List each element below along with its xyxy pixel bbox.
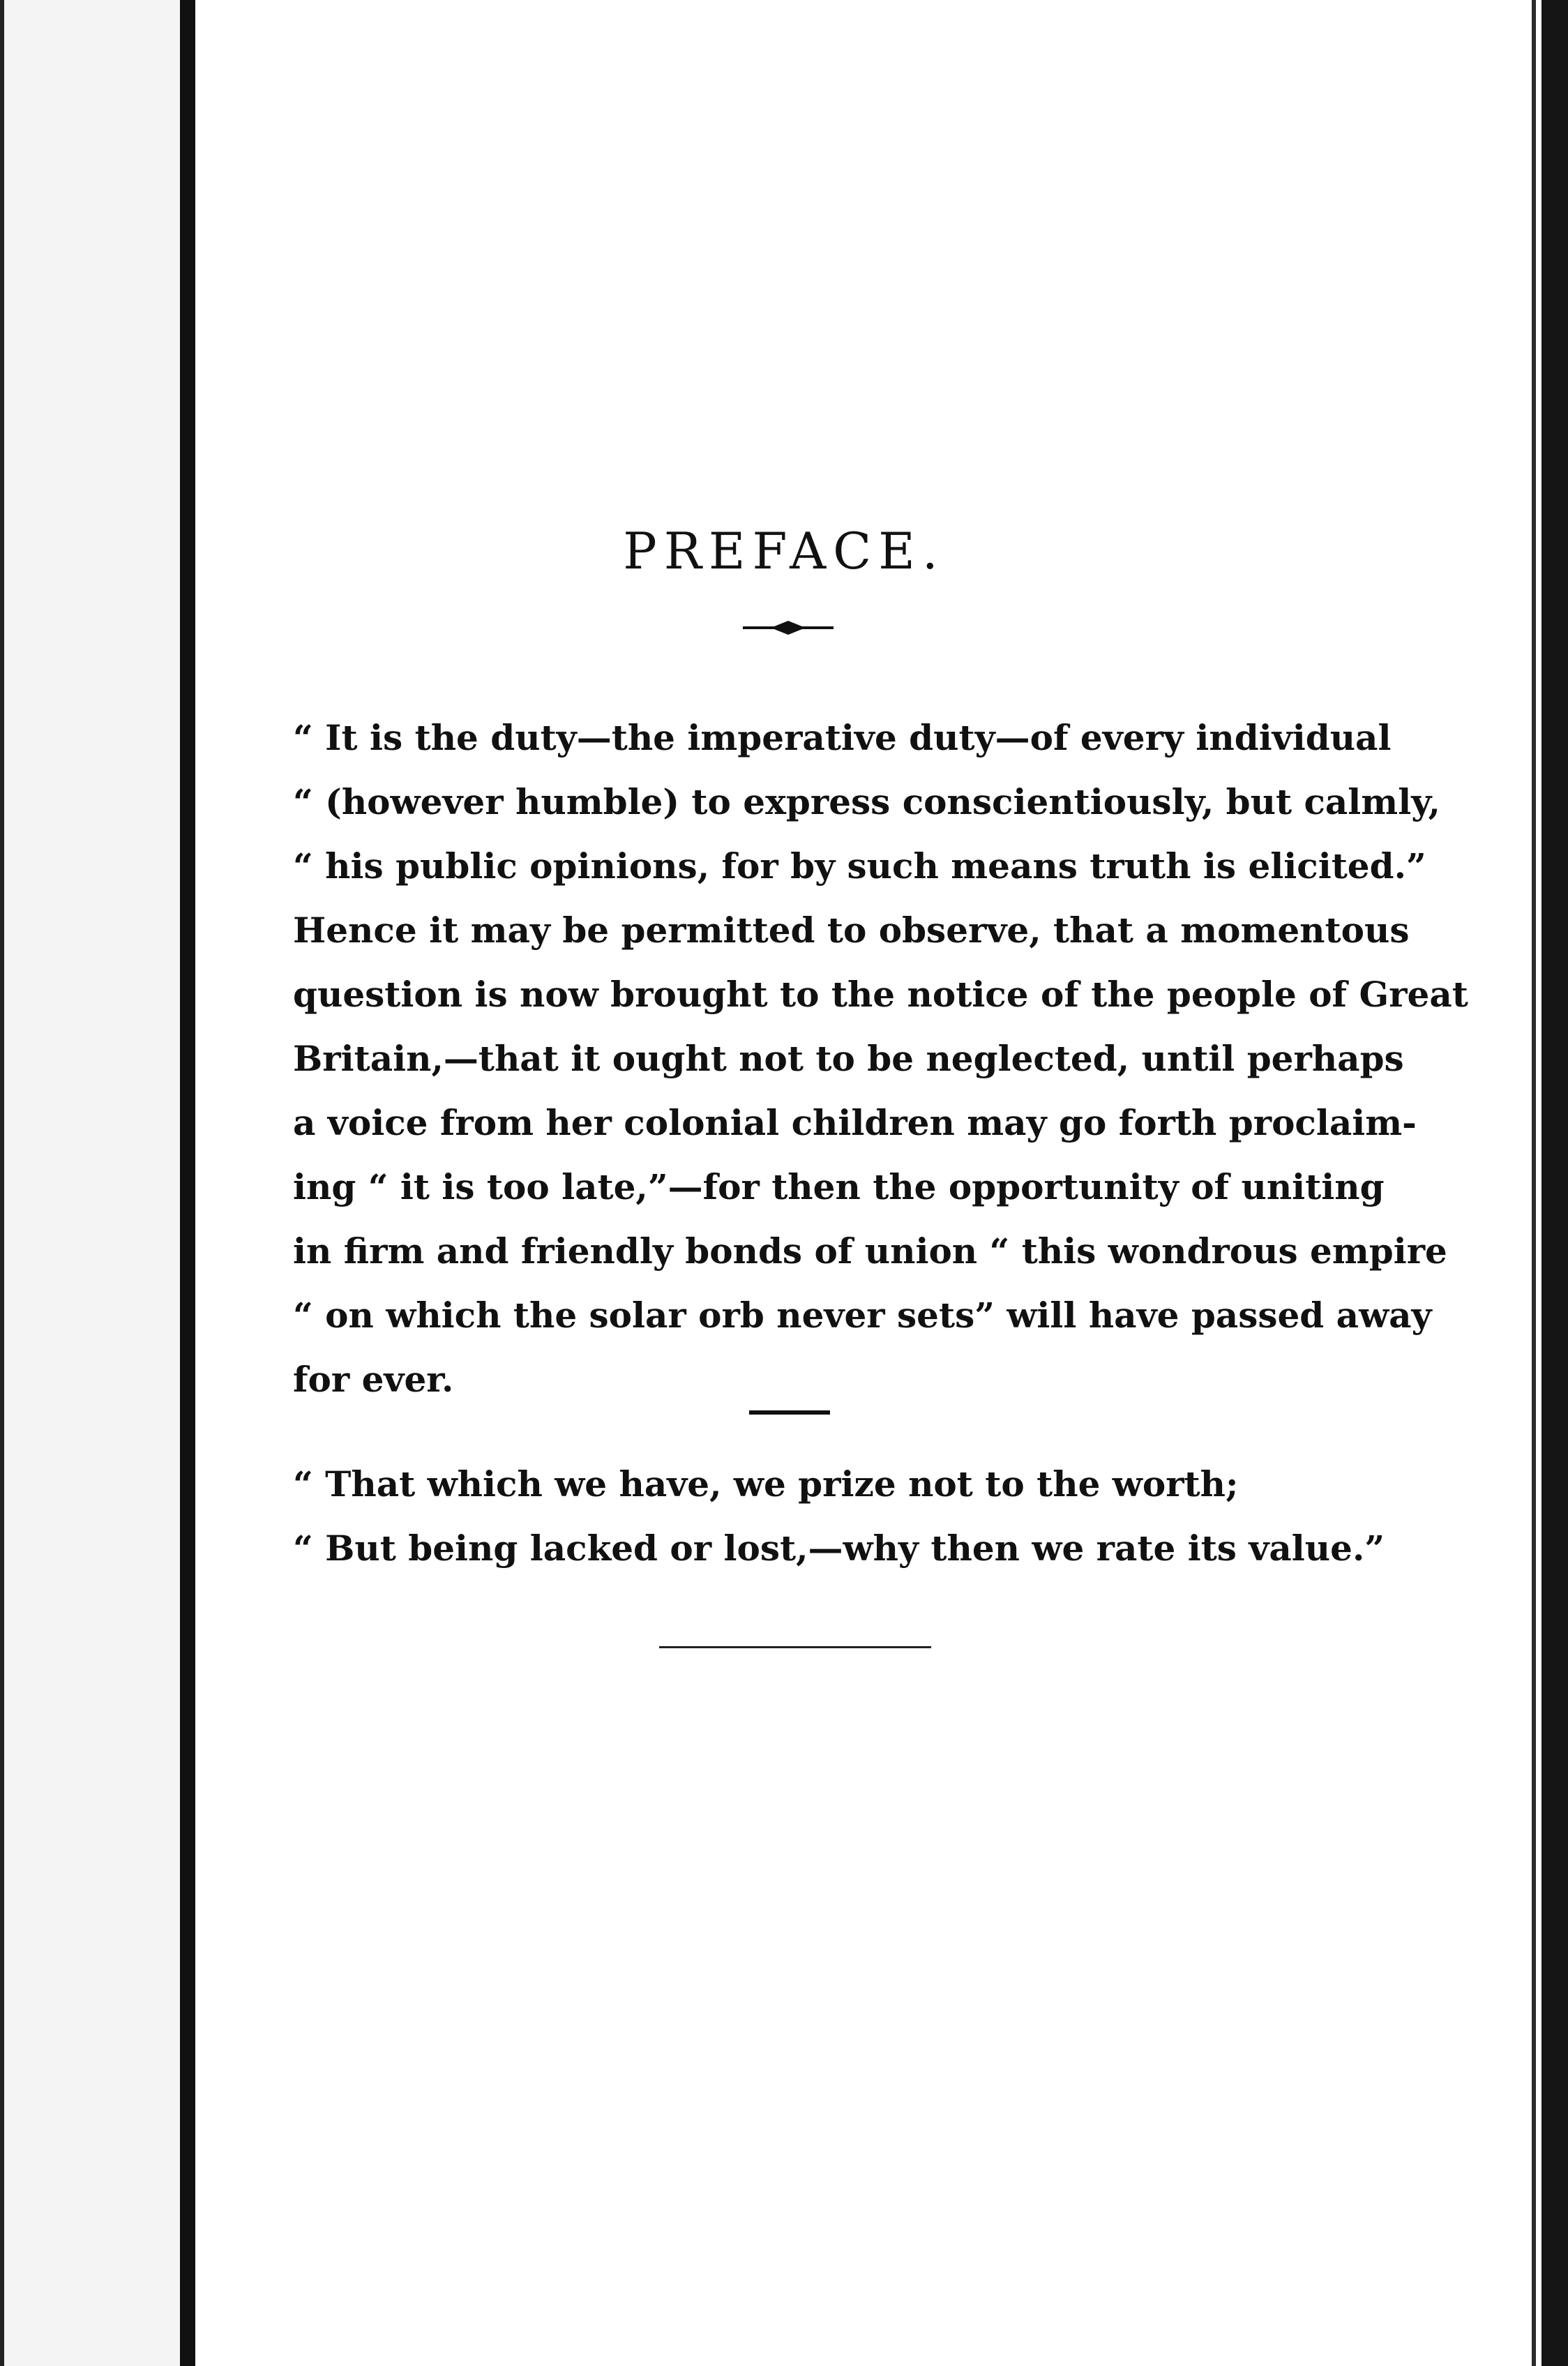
page-title: PREFACE. <box>623 522 945 581</box>
text-line: a voice from her colonial children may go forth proclaim- <box>293 1102 1417 1143</box>
page-edge-line <box>1532 0 1536 2366</box>
text-line: for ever. <box>293 1359 454 1400</box>
facing-page-edge <box>0 0 180 2366</box>
title-ornament <box>743 614 834 642</box>
section-divider <box>749 1410 830 1415</box>
quote-line: “ But being lacked or lost,—why then we rate its value.” <box>293 1528 1385 1569</box>
text-line: “ his public opinions, for by such means truth is elicited.” <box>293 845 1426 887</box>
book-gutter <box>180 0 195 2366</box>
text-line: “ on which the solar orb never sets” will have passed away <box>293 1295 1432 1336</box>
text-line: ing “ it is too late,”—for then the opportunity of uniting <box>293 1166 1385 1207</box>
preface-paragraph <box>293 706 1468 1412</box>
text-line: Hence it may be permitted to observe, that a momentous <box>293 910 1410 951</box>
scan-left-border <box>0 0 4 2366</box>
text-line: “ It is the duty—the imperative duty—of every individual <box>293 717 1392 758</box>
scan-right-border <box>1541 0 1568 2366</box>
text-line: in firm and friendly bonds of union “ this wondrous empire <box>293 1230 1447 1272</box>
text-line: “ (however humble) to express conscientiously, but calmly, <box>293 781 1440 822</box>
text-line: question is now brought to the notice of the people of Great <box>293 974 1468 1015</box>
end-rule <box>659 1646 931 1648</box>
quote-line: “ That which we have, we prize not to the worth; <box>293 1463 1239 1505</box>
text-line: Britain,—that it ought not to be neglected, until perhaps <box>293 1038 1404 1079</box>
epigraph-quote <box>293 1452 1385 1581</box>
